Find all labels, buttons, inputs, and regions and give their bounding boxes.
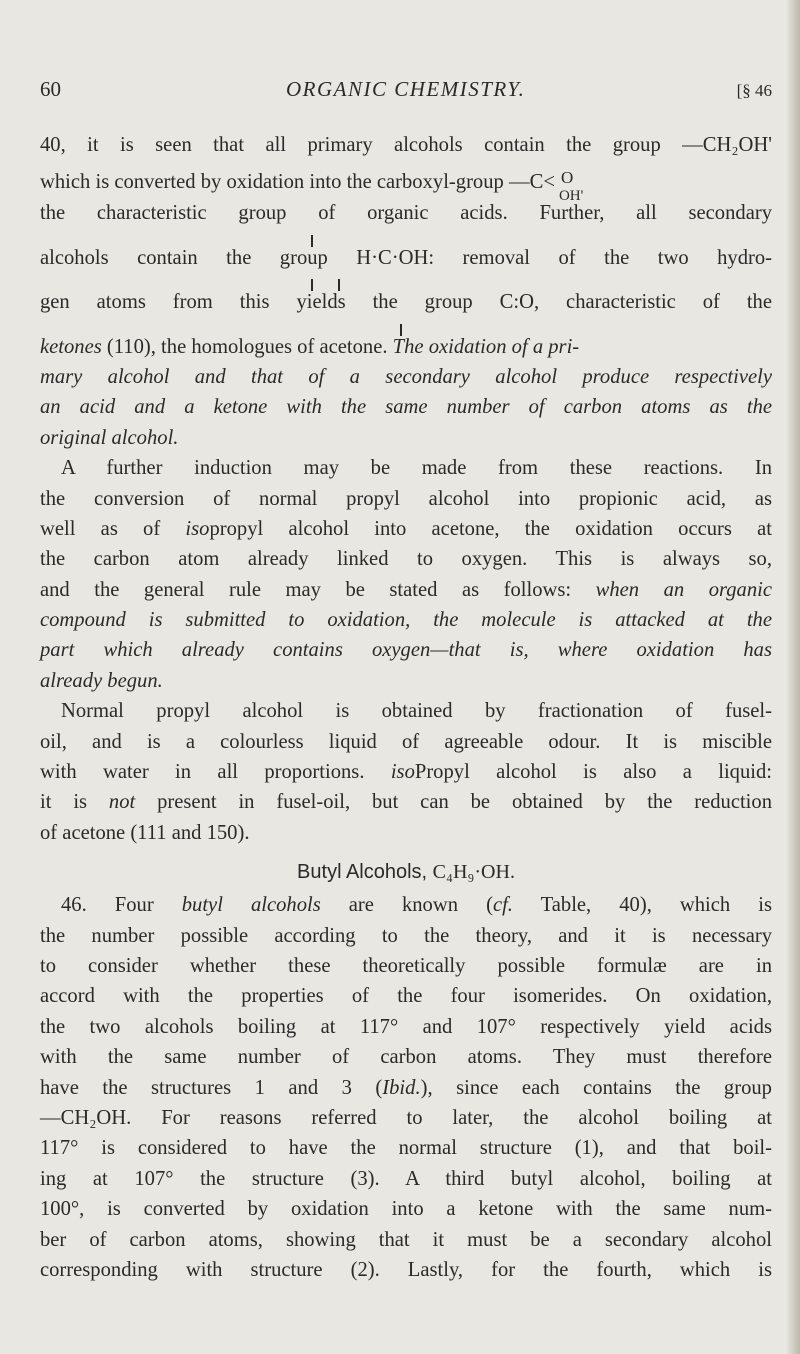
paragraph-3: [40, 696, 772, 848]
text-line: Normal propyl alcohol is obtained by fractionation of fusel-: [61, 700, 772, 723]
text-line: ing at 107° the structure (3). A third butyl alcohol, boiling at: [40, 1167, 772, 1190]
text-line: the carbon atom already linked to oxygen. This is always so,: [40, 548, 772, 571]
text-line: part which already contains oxygen—that is, where oxidation has: [40, 639, 772, 662]
carboxyl-fork: <: [543, 171, 555, 194]
text-line: with the same number of carbon atoms. They must therefore: [40, 1046, 772, 1069]
page-number: 60: [40, 77, 61, 101]
text-line: accord with the properties of the four isomerides. On oxidation,: [40, 985, 772, 1008]
page-edge-shadow: [786, 0, 800, 1354]
paragraph-2: [40, 453, 772, 696]
text-line: with water in all proportions. isoPropyl alcohol is also a liquid:: [40, 761, 773, 784]
text-line: to consider whether these theoretically possible formulæ are in: [40, 954, 772, 977]
text-line: 100°, is converted by oxidation into a ketone with the same num-: [40, 1198, 772, 1221]
text-line: it is not present in fusel-oil, but can be obtained by the reduction: [40, 791, 772, 814]
text-line: have the structures 1 and 3 (Ibid.), since each contains the group: [40, 1076, 772, 1099]
text-line: ber of carbon atoms, showing that it must be a secondary alcohol: [40, 1228, 772, 1251]
text-line: alcohols contain the group H·C·OH: removal of the two hydro-: [40, 243, 772, 273]
section-marker: [§ 46: [736, 81, 772, 100]
bond-mark: [311, 235, 313, 247]
text-line: 117° is considered to have the normal structure (1), and that boil-: [40, 1137, 772, 1160]
text-line: corresponding with structure (2). Lastly, for the fourth, which is: [40, 1258, 772, 1281]
running-header: [40, 74, 772, 104]
paragraph-4: [40, 890, 772, 1285]
running-title: ORGANIC CHEMISTRY.: [286, 77, 526, 101]
text-line: the characteristic group of organic acids. Further, all secondary: [40, 202, 772, 225]
text-line: 46. Four butyl alcohols are known (cf. Table, 40), which is: [61, 894, 772, 917]
text-line: the two alcohols boiling at 117° and 107° respectively yield acids: [40, 1015, 772, 1038]
text-line: —CH₂OH. For reasons referred to later, the alcohol boiling at: [40, 1106, 772, 1129]
bond-mark: [311, 279, 313, 291]
text-line: compound is submitted to oxidation, the molecule is attacked at the: [40, 609, 772, 632]
section-heading: Butyl Alcohols, C₄H₉·OH.: [297, 861, 515, 884]
text-line: of acetone (111 and 150).: [40, 821, 250, 844]
text-line: ketones (110), the homologues of acetone. The oxidation of a pri-: [40, 332, 772, 362]
text-line: oil, and is a colourless liquid of agreeable odour. It is miscible: [40, 730, 772, 753]
text-line: A further induction may be made from these reactions. In: [61, 457, 772, 480]
carboxyl-fraction: O OH': [558, 168, 584, 205]
text-line: well as of isopropyl alcohol into acetone, the oxidation occurs at: [40, 517, 772, 540]
text-line: which is converted by oxidation into the carboxyl-group —C< O OH': [40, 168, 584, 205]
text-line: mary alcohol and that of a secondary alcohol produce respectively: [40, 365, 772, 388]
body-text: [40, 130, 772, 1285]
text-line: gen atoms from this yields the group C:O, characteristic of the: [40, 287, 772, 317]
text-line: already begun.: [40, 669, 163, 692]
bond-mark: [400, 324, 402, 336]
bond-mark: [338, 279, 340, 291]
text-line: original alcohol.: [40, 426, 179, 449]
text-line: an acid and a ketone with the same number of carbon atoms as the: [40, 396, 772, 419]
text-line: the number possible according to the theory, and it is necessary: [40, 924, 772, 947]
text-line: 40, it is seen that all primary alcohols contain the group —CH₂OH': [40, 134, 772, 156]
text-line: and the general rule may be stated as follows: when an organic: [40, 578, 772, 601]
text-line: the conversion of normal propyl alcohol into propionic acid, as: [40, 487, 772, 510]
paragraph-1: [40, 130, 772, 453]
